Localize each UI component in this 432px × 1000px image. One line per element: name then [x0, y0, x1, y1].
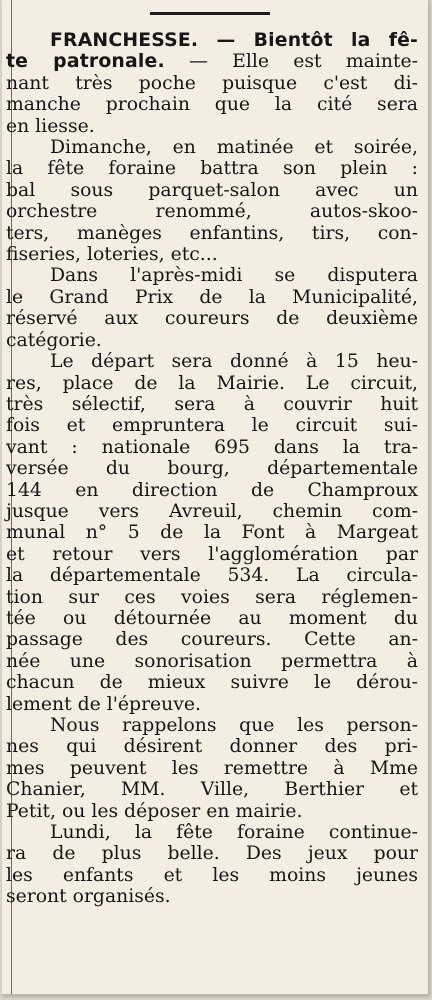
article-line: fiseries, loteries, etc... — [6, 244, 218, 266]
article-line: tée ou détournée au moment du — [6, 607, 418, 629]
article-line: passage des coureurs. Cette an- — [6, 629, 418, 651]
article-body — [6, 30, 418, 908]
article-line: les enfants et les moins jeunes — [6, 864, 418, 886]
article-line: catégorie. — [6, 329, 102, 351]
article-line: 144 en direction de Champroux — [6, 479, 418, 501]
article-line: nes qui désirent donner des pri- — [6, 736, 418, 758]
article-line: jusque vers Avreuil, chemin com- — [6, 500, 418, 522]
article-lead-heading-cont: te patronale. — [6, 51, 165, 73]
article-line: en liesse. — [6, 115, 95, 137]
article-line: Chanier, MM. Ville, Berthier et — [6, 779, 418, 801]
article-line: Dimanche, en matinée et soirée, — [50, 137, 418, 159]
article-line: chacun de mieux suivre le dérou- — [6, 672, 418, 694]
article-line: ra de plus belle. Des jeux pour — [6, 843, 418, 865]
article-line: orchestre renommé, autos-skoo- — [6, 201, 418, 223]
article-line: Le départ sera donné à 15 heu- — [50, 351, 418, 373]
article-line — [6, 51, 418, 72]
article-line: Nous rappelons que les person- — [50, 715, 418, 736]
article-line: le Grand Prix de la Municipalité, — [6, 286, 418, 308]
article-line: Dans l'après-midi se disputera — [50, 265, 418, 287]
article-line: et retour vers l'agglomération par — [6, 543, 418, 565]
article-line: nant très poche puisque c'est di- — [6, 72, 418, 94]
article-line: vant : nationale 695 dans la tra- — [6, 436, 418, 458]
article-paragraph — [6, 822, 418, 908]
top-divider-rule — [150, 12, 270, 15]
article-line: versée du bourg, départementale — [6, 458, 418, 480]
article-line: la fête foraine battra son plein : — [6, 158, 418, 180]
article-line: très sélectif, sera à couvrir huit — [6, 393, 418, 415]
article-line: réservé aux coureurs de deuxième — [6, 308, 418, 330]
article-line: tion sur ces voies sera réglemen- — [6, 586, 418, 608]
article-line: fois et empruntera le circuit sui- — [6, 415, 418, 437]
article-line: seront organisés. — [6, 886, 171, 908]
article-line: munal n° 5 de la Font à Margeat — [6, 522, 418, 544]
article-line: mes peuvent les remettre à Mme — [6, 757, 418, 779]
article-paragraph — [6, 351, 418, 715]
article-line: Lundi, la fête foraine continue- — [50, 822, 418, 844]
lead-line-text: FRANCHESSE. — Bientôt la fê- — [50, 30, 418, 51]
article-lead-paragraph — [6, 30, 418, 137]
article-line: bal sous parquet-salon avec un — [6, 179, 418, 201]
article-paragraph — [6, 265, 418, 351]
article-paragraph — [6, 715, 418, 822]
article-line: la départementale 534. La circula- — [6, 565, 418, 587]
article-line: manche prochain que la cité sera — [6, 94, 418, 116]
article-paragraph — [6, 137, 418, 266]
article-paragraphs — [6, 137, 418, 908]
lead-line-text: — Elle est mainte- — [164, 51, 418, 73]
article-line: Petit, ou les déposer en mairie. — [6, 800, 303, 822]
article-lead-heading — [50, 30, 418, 51]
article-line: lement de l'épreuve. — [6, 693, 201, 715]
article-line — [50, 30, 418, 51]
article-line: ters, manèges enfantins, tirs, con- — [6, 222, 418, 244]
article-line: née une sonorisation permettra à — [6, 650, 418, 672]
article-line: res, place de la Mairie. Le circuit, — [6, 372, 418, 394]
